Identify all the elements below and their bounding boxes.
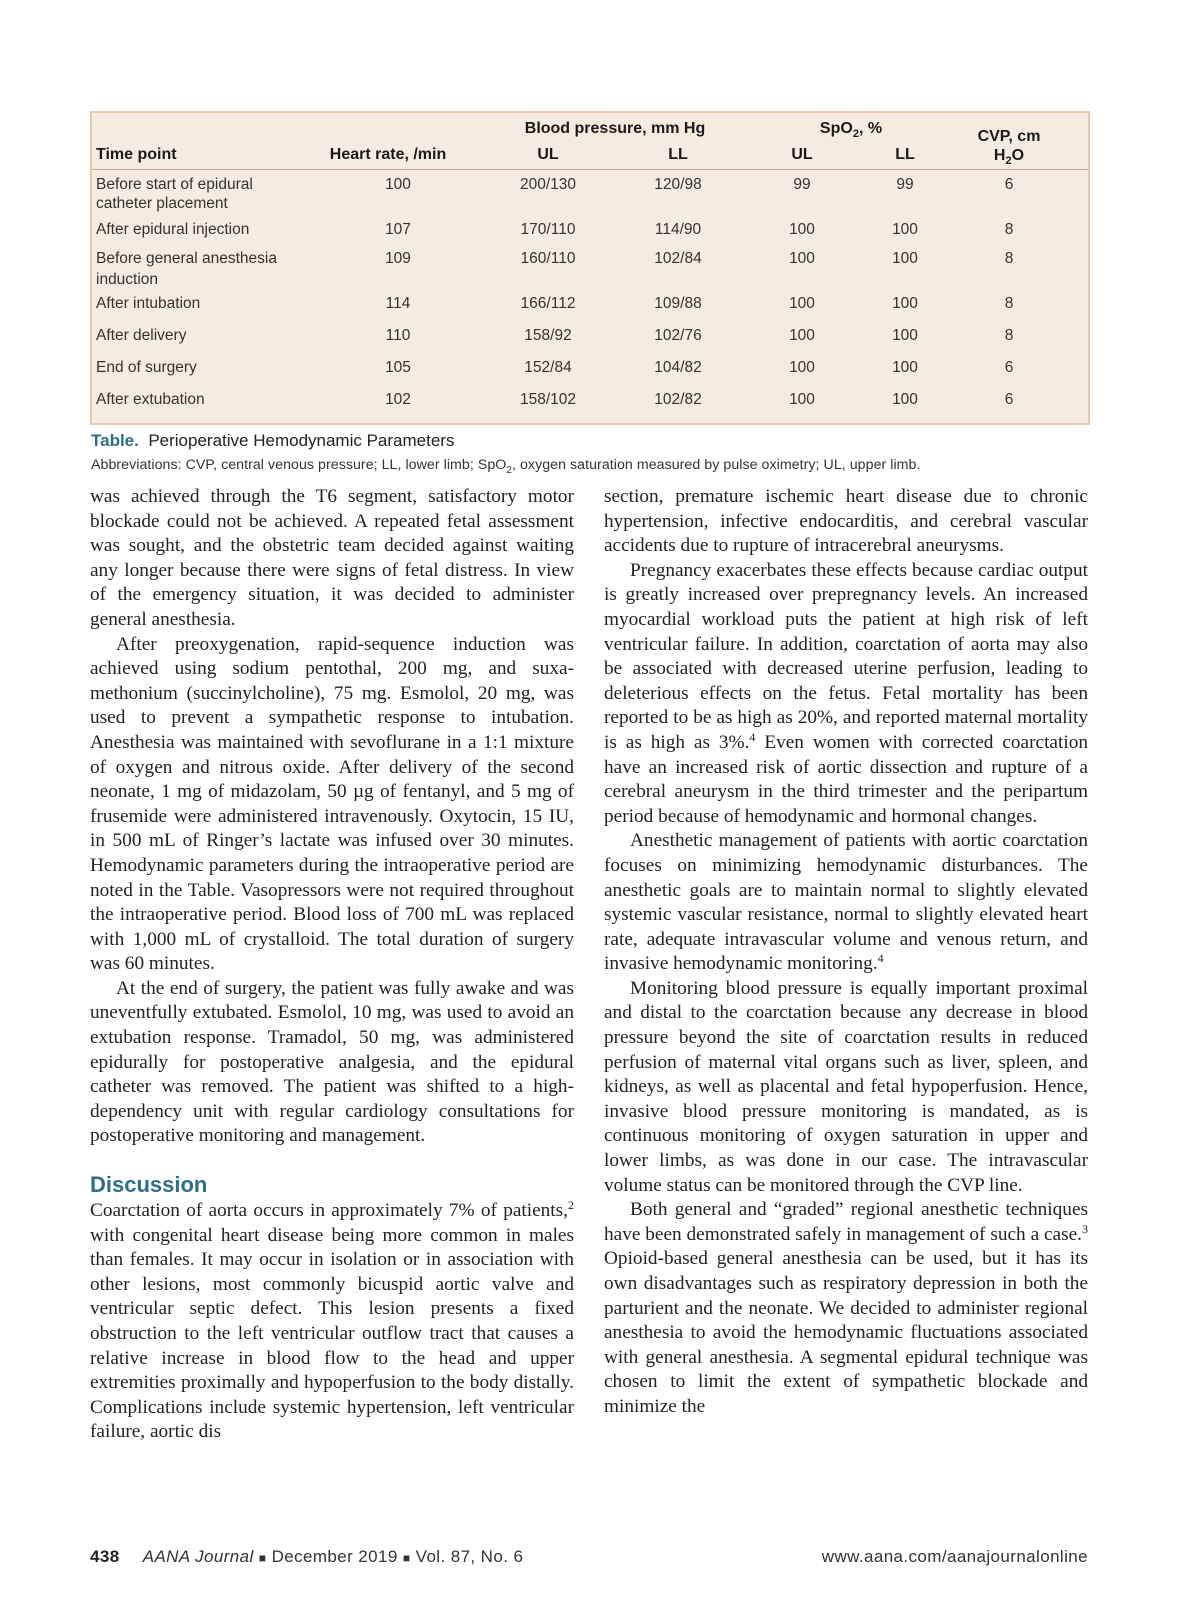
cell-spo2-ll: 100	[892, 359, 918, 376]
cell-spo2-ll: 100	[892, 327, 918, 344]
cell-spo2-ll: 99	[896, 176, 914, 193]
cell-heart-rate: 102	[385, 391, 411, 408]
citation-ref: 2	[568, 1198, 574, 1213]
cell-time-point: After intubation	[96, 295, 201, 312]
cvp-header-line1: CVP, cm	[977, 128, 1041, 145]
col-header-bp-ll: LL	[668, 146, 688, 163]
cell-bp-ll: 104/82	[654, 359, 702, 376]
paragraph: Coarctation of aorta occurs in approximately 7% of patients,$^2$ with congenital heart disease being more common in males than females. It may occur in isolation or in association with other lesions, most commonly bicuspid aortic valve and ventricular septic defect. This lesion presents a fixed obstruction to the left ventricular outflow tract that causes a relative increase in blood flow to the head and upper extremities proximally and hypoperfusion to the body distally. Complications include systemic hypertension, left ventricular failure, aortic dis	[90, 1198, 574, 1443]
col-header-spo2-ll: LL	[895, 146, 915, 163]
spo2-group-header: SpO$_2$, %	[819, 120, 883, 141]
cell-spo2-ul: 100	[789, 359, 815, 376]
cell-bp-ul: 152/84	[524, 359, 572, 376]
body-column-right	[604, 485, 1088, 1420]
cell-spo2-ul: 100	[789, 250, 815, 267]
journal-url[interactable]: www.aana.com/aanajournalonline	[821, 1547, 1088, 1566]
cell-bp-ll: 102/82	[654, 391, 702, 408]
body-column-left	[90, 485, 574, 1445]
citation-ref: 4	[749, 729, 756, 744]
cell-heart-rate: 110	[385, 327, 411, 344]
paragraph: was achieved through the T6 segment, satisfactory motor blockade could not be achieved. A repeated fetal assessment was sought, and the obstetric team decided against waiting any longer because there were signs of fetal distress. In view of the emergency situation, it was decided to administer general anesthesia.	[90, 486, 574, 630]
col-header-heart-rate: Heart rate, /min	[329, 146, 447, 163]
bp-group-header: Blood pressure, mm Hg	[524, 120, 706, 137]
cell-heart-rate: 107	[385, 221, 411, 238]
cell-time-point-cont: induction	[96, 271, 159, 288]
paragraph: After preoxygenation, rapid-sequence induction was achieved using sodium pentothal, 200 mg, and suxamethonium (succinylcholine), 75 mg. Esmolol, 20 mg, was used to prevent a sympathetic response to intubation. Anesthesia was maintained with sevoflurane in a 1:1 mixture of oxygen and nitrous oxide. After delivery of the second neonate, 1 mg of midazolam, 50 µg of fentanyl, and 5 mg of frusemide were administered intravenously. Oxytocin, 15 IU, in 500 mL of Ringer’s lactate was infused over 30 minutes. Hemodynamic parameters during the intraoperative period are noted in the Table. Vasopressors were not required throughout the intraoperative period. Blood loss of 700 mL was replaced with 1,000 mL of crystalloid. The total duration of surgery was 60 minutes.	[90, 633, 574, 975]
cell-time-point: Before general anesthesia	[96, 250, 277, 267]
cell-spo2-ul: 100	[789, 295, 815, 312]
cell-cvp: 6	[1004, 176, 1014, 193]
col-header-time-point: Time point	[96, 146, 177, 163]
cell-bp-ll: 120/98	[654, 176, 702, 193]
cell-time-point: End of surgery	[96, 359, 197, 376]
cell-bp-ll: 114/90	[654, 221, 702, 238]
cell-spo2-ll: 100	[892, 295, 918, 312]
cell-bp-ul: 160/110	[520, 250, 576, 267]
table-caption-text: Perioperative Hemodynamic Parameters	[148, 431, 455, 450]
table-caption-title	[91, 431, 454, 451]
cell-cvp: 6	[1004, 359, 1014, 376]
page-number: 438	[90, 1547, 120, 1566]
cell-bp-ll: 102/76	[654, 327, 702, 344]
paragraph: Both general and “graded” regional anesthetic techniques have been demonstrated safely in management of such a case.$^3$ Opioid-based general anesthesia can be used, but it has its own disadvantages such as respiratory depression in both the parturient and the neonate. We decided to administer regional anesthesia to avoid the hemodynamic fluctuations associated with general anesthesia. A segmental epidural technique was chosen to limit the extent of sympathetic blockade and minimize the	[604, 1199, 1088, 1417]
cell-spo2-ul: 100	[789, 391, 815, 408]
separator-icon: ■	[402, 1551, 411, 1565]
cell-time-point: After epidural injection	[96, 221, 250, 238]
cell-heart-rate: 105	[385, 359, 411, 376]
separator-icon: ■	[258, 1551, 267, 1565]
page-footer-left	[90, 1547, 523, 1567]
cell-cvp: 6	[1004, 391, 1014, 408]
cell-cvp: 8	[1004, 295, 1014, 312]
paragraph: section, premature ischemic heart disease due to chronic hypertension, infective endocarditis, and cerebral vascular accidents due to rupture of intracerebral aneurysms.	[604, 486, 1088, 557]
cell-heart-rate: 100	[385, 176, 411, 193]
cell-spo2-ul: 100	[789, 327, 815, 344]
table-caption-label: Table.	[91, 431, 139, 450]
volume-issue: Vol. 87, No. 6	[415, 1547, 524, 1566]
col-header-bp-ul: UL	[537, 146, 559, 163]
cell-bp-ul: 158/102	[519, 391, 577, 408]
cvp-header-line2: $H_2O$	[993, 147, 1025, 168]
cell-time-point: After delivery	[96, 327, 187, 344]
paragraph: Monitoring blood pressure is equally important proximal and distal to the coarctation because any decrease in blood pressure beyond the site of coarctation results in reduced perfusion of maternal vital organs such as liver, spleen, and kidneys, as well as placental and fetal hypoperfusion. Hence, invasive blood pressure monitoring is mandated, as is continuous monitoring of oxygen saturation in upper and lower limbs, as was done in our case. The intravascular volume status can be monitored through the CVP line.	[604, 977, 1088, 1196]
paragraph: Anesthetic management of patients with aortic coarctation focuses on minimizing hemodynamic disturbances. The anesthetic goals are to maintain normal to slightly elevated systemic vascular resistance, normal to slightly elevated heart rate, adequate intravascular volume and venous return, and invasive hemodynamic monitoring.$^4$	[604, 830, 1088, 975]
citation-ref: 3	[1082, 1221, 1088, 1236]
issue-date: December 2019	[271, 1547, 398, 1566]
citation-ref: 4	[877, 951, 884, 966]
cell-bp-ul: 158/92	[524, 327, 572, 344]
journal-name: AANA Journal	[142, 1547, 254, 1566]
cell-time-point: Before start of epidural	[96, 176, 253, 193]
paragraph: At the end of surgery, the patient was fully awake and was uneventfully extubated. Esmolol, 10 mg, was used to avoid an extubation response. Tramadol, 50 mg, was administered epidurally for postoperative analgesia, and the epidural catheter was removed. The patient was shifted to a high-dependency unit with regular cardiology consultations for postoperative monitoring and management.	[90, 977, 574, 1147]
cell-spo2-ll: 100	[892, 221, 918, 238]
cell-time-point: After extubation	[96, 391, 205, 408]
cell-bp-ul: 170/110	[520, 221, 576, 238]
col-header-spo2-ul: UL	[791, 146, 813, 163]
cell-bp-ll: 109/88	[654, 295, 702, 312]
cell-spo2-ll: 100	[892, 391, 918, 408]
cell-time-point-cont: catheter placement	[96, 195, 228, 212]
table-caption-abbreviations: Abbreviations: CVP, central venous pressure; LL, lower limb; SpO$_2$, oxygen saturation measured by pulse oximetry; UL, upper limb.	[91, 457, 921, 476]
cell-cvp: 8	[1004, 327, 1014, 344]
cell-heart-rate: 109	[385, 250, 411, 267]
hemodynamic-table	[90, 111, 1090, 425]
cell-spo2-ul: 99	[793, 176, 811, 193]
cell-cvp: 8	[1004, 221, 1014, 238]
section-heading-discussion: Discussion	[90, 1172, 208, 1198]
cell-bp-ul: 166/112	[520, 295, 576, 312]
cell-spo2-ll: 100	[892, 250, 918, 267]
cell-bp-ul: 200/130	[519, 176, 577, 193]
cell-spo2-ul: 100	[789, 221, 815, 238]
paragraph: Pregnancy exacerbates these effects because cardiac output is greatly increased over prepregnancy levels. An increased myocardial workload puts the patient at high risk of left ventricular failure. In addition, coarctation of aorta may also be associated with decreased uterine perfusion, leading to deleterious effects on the fetus. Fetal mortality has been reported to be as high as 20%, and reported maternal mortality is as high as 3%.$^4$ Even women with corrected coarctation have an increased risk of aortic dissection and rupture of a cerebral aneurysm in the third trimester and the peripartum period because of hemodynamic and hormonal changes.	[604, 559, 1088, 827]
header-divider	[92, 169, 1088, 170]
cell-bp-ll: 102/84	[654, 250, 702, 267]
cell-cvp: 8	[1004, 250, 1014, 267]
cell-heart-rate: 114	[385, 295, 411, 312]
